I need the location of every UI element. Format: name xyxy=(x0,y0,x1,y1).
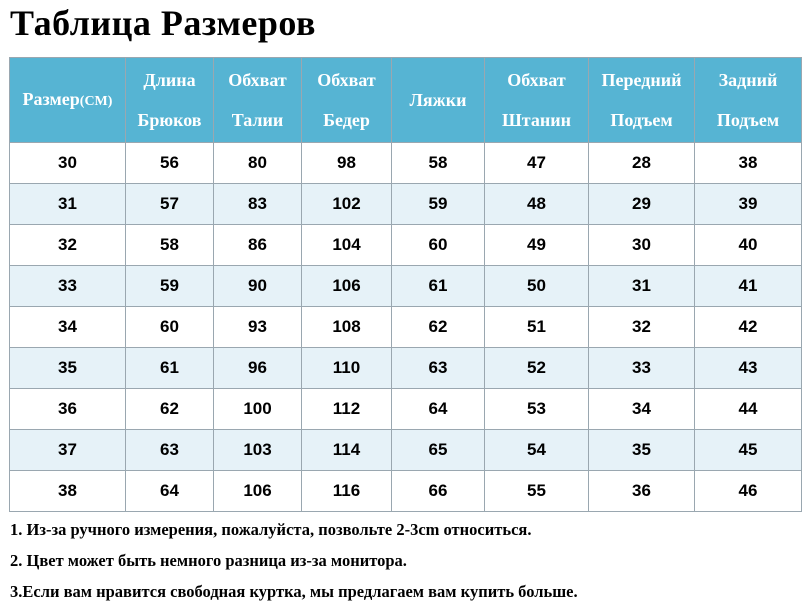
table-cell: 108 xyxy=(302,307,392,348)
column-header-label: Длина xyxy=(143,70,196,90)
table-cell: 86 xyxy=(214,225,302,266)
table-cell: 49 xyxy=(485,225,589,266)
table-cell: 31 xyxy=(10,184,126,225)
table-cell: 35 xyxy=(589,430,695,471)
table-cell: 60 xyxy=(126,307,214,348)
note-line: 1. Из-за ручного измерения, пожалуйста, позвольте 2-3cm относиться. xyxy=(10,520,532,539)
table-cell: 90 xyxy=(214,266,302,307)
size-table xyxy=(9,57,802,512)
table-row xyxy=(10,348,802,389)
table-header-row xyxy=(10,58,802,143)
table-cell: 30 xyxy=(589,225,695,266)
table-cell: 40 xyxy=(695,225,802,266)
table-cell: 64 xyxy=(126,471,214,512)
table-cell: 33 xyxy=(10,266,126,307)
table-cell: 96 xyxy=(214,348,302,389)
column-header xyxy=(10,58,126,143)
table-cell: 102 xyxy=(302,184,392,225)
table-cell: 58 xyxy=(126,225,214,266)
table-cell: 60 xyxy=(392,225,485,266)
table-cell: 66 xyxy=(392,471,485,512)
table-row xyxy=(10,225,802,266)
table-cell: 93 xyxy=(214,307,302,348)
table-cell: 83 xyxy=(214,184,302,225)
column-header-label: Ляжки xyxy=(409,90,467,110)
table-cell: 33 xyxy=(589,348,695,389)
table-cell: 65 xyxy=(392,430,485,471)
table-row xyxy=(10,307,802,348)
column-header xyxy=(126,58,214,143)
table-cell: 52 xyxy=(485,348,589,389)
note-line: 2. Цвет может быть немного разница из-за монитора. xyxy=(10,551,407,570)
table-cell: 104 xyxy=(302,225,392,266)
table-cell: 63 xyxy=(392,348,485,389)
table-cell: 32 xyxy=(10,225,126,266)
column-header-label: Обхват xyxy=(228,70,287,90)
table-row xyxy=(10,430,802,471)
column-header-unit: (CM) xyxy=(79,93,113,109)
table-cell: 38 xyxy=(10,471,126,512)
table-cell: 98 xyxy=(302,143,392,184)
table-cell: 116 xyxy=(302,471,392,512)
table-row xyxy=(10,184,802,225)
table-cell: 103 xyxy=(214,430,302,471)
table-cell: 43 xyxy=(695,348,802,389)
table-cell: 57 xyxy=(126,184,214,225)
column-header-label: Талии xyxy=(231,110,284,130)
table-cell: 46 xyxy=(695,471,802,512)
table-cell: 54 xyxy=(485,430,589,471)
table-cell: 45 xyxy=(695,430,802,471)
column-header xyxy=(695,58,802,143)
column-header-label: Подъем xyxy=(610,110,673,130)
column-header-text: Размер xyxy=(22,88,80,109)
table-cell: 59 xyxy=(126,266,214,307)
table-cell: 31 xyxy=(589,266,695,307)
column-header xyxy=(485,58,589,143)
table-cell: 53 xyxy=(485,389,589,430)
table-cell: 56 xyxy=(126,143,214,184)
table-cell: 106 xyxy=(302,266,392,307)
table-cell: 61 xyxy=(392,266,485,307)
table-cell: 112 xyxy=(302,389,392,430)
column-header xyxy=(214,58,302,143)
table-row xyxy=(10,471,802,512)
table-cell: 62 xyxy=(126,389,214,430)
column-header-label: Обхват xyxy=(317,70,376,90)
column-header-label: Штанин xyxy=(502,110,571,130)
table-row xyxy=(10,143,802,184)
column-header-label: Передний xyxy=(601,70,682,90)
table-cell: 59 xyxy=(392,184,485,225)
table-body xyxy=(10,143,802,512)
table-cell: 36 xyxy=(10,389,126,430)
column-header xyxy=(589,58,695,143)
column-header-label: Бедер xyxy=(323,110,370,130)
table-cell: 62 xyxy=(392,307,485,348)
table-cell: 30 xyxy=(10,143,126,184)
table-cell: 34 xyxy=(589,389,695,430)
table-cell: 34 xyxy=(10,307,126,348)
table-cell: 114 xyxy=(302,430,392,471)
notes-list xyxy=(10,514,800,607)
table-row xyxy=(10,266,802,307)
table-cell: 37 xyxy=(10,430,126,471)
table-cell: 110 xyxy=(302,348,392,389)
table-cell: 61 xyxy=(126,348,214,389)
note-line: 3.Если вам нравится свободная куртка, мы предлагаем вам купить больше. xyxy=(10,582,578,601)
table-cell: 58 xyxy=(392,143,485,184)
table-cell: 42 xyxy=(695,307,802,348)
table-cell: 50 xyxy=(485,266,589,307)
table-cell: 100 xyxy=(214,389,302,430)
table-cell: 47 xyxy=(485,143,589,184)
table-cell: 41 xyxy=(695,266,802,307)
table-cell: 63 xyxy=(126,430,214,471)
table-cell: 48 xyxy=(485,184,589,225)
table-cell: 36 xyxy=(589,471,695,512)
column-header-label: Подъем xyxy=(716,110,780,130)
column-header-label: Обхват xyxy=(507,70,566,90)
column-header xyxy=(302,58,392,143)
table-cell: 55 xyxy=(485,471,589,512)
table-cell: 44 xyxy=(695,389,802,430)
table-cell: 38 xyxy=(695,143,802,184)
table-cell: 39 xyxy=(695,184,802,225)
table-cell: 106 xyxy=(214,471,302,512)
column-header-label: Задний xyxy=(718,70,778,90)
table-cell: 80 xyxy=(214,143,302,184)
table-cell: 32 xyxy=(589,307,695,348)
table-cell: 51 xyxy=(485,307,589,348)
table-cell: 64 xyxy=(392,389,485,430)
table-row xyxy=(10,389,802,430)
table-cell: 35 xyxy=(10,348,126,389)
column-header-label xyxy=(10,79,125,122)
page-title: Таблица Размеров xyxy=(10,3,316,43)
column-header xyxy=(392,58,485,143)
table-cell: 29 xyxy=(589,184,695,225)
column-header-label: Брюков xyxy=(137,110,202,130)
table-cell: 28 xyxy=(589,143,695,184)
